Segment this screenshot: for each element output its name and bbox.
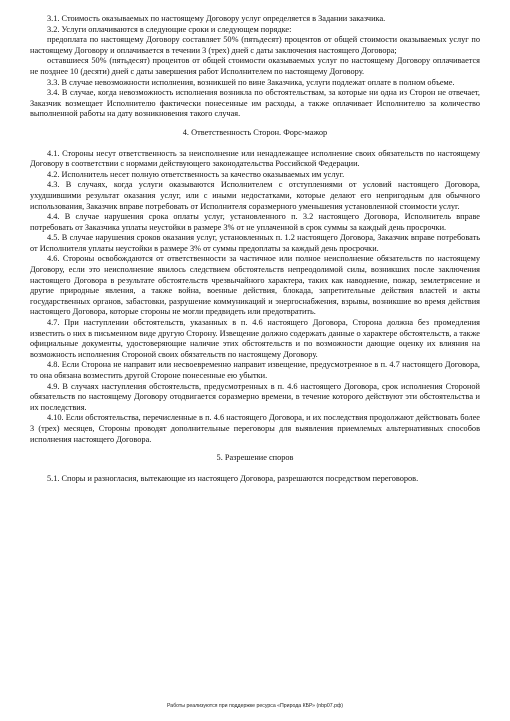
page-footer: Работы реализуются при поддержке ресурса «Природа КБР» (nbp07.рф) <box>167 703 343 709</box>
section-5 <box>30 474 480 485</box>
clause-5-1: 5.1. Споры и разногласия, вытекающие из настоящего Договора, разрешаются посредством переговоров. <box>47 473 419 483</box>
clause-3-3: 3.3. В случае невозможности исполнения, возникшей по вине Заказчика, услуги подлежат оплате в полном объеме. <box>47 77 455 87</box>
clause-3-2: 3.2. Услуги оплачиваются в следующие сроки и следующем порядке: <box>47 24 292 34</box>
clause-4-10: 4.10. Если обстоятельства, перечисленные в п. 4.6 настоящего Договора, и их последствия продолжают действовать более 3 (трех) месяцев, Стороны проводят дополнительные переговоры для выявления приемлемых альтернативных способов исполнения настоящего Договора. <box>30 413 480 444</box>
section-4-title: 4. Ответственность Сторон. Форс-мажор <box>182 127 328 137</box>
clause-4-6: 4.6. Стороны освобождаются от ответственности за частичное или полное неисполнение обязательств по настоящему Договору, если это неисполнение явилось следствием обстоятельств непреодолимой силы, возникших после заключения настоящего Договора в результате обстоятельств чрезвычайного характера, таких как наводнение, пожар, землетрясение и другие природные явления, а также война, военные действия, блокада, запретительные действия властей и акты государственных органов, забастовки, разрушение коммуникаций и энергоснабжения, взрывы, возникшие во время действия настоящего Договора, которые стороны не могли предвидеть или предотвратить. <box>30 254 480 317</box>
clause-4-1: 4.1. Стороны несут ответственность за неисполнение или ненадлежащее исполнение своих обязательств по настоящему Договору в соответствии с нормами действующего законодательства Российской Федерации. <box>30 148 480 169</box>
clause-3-2-prepayment: предоплата по настоящему Договору составляет 50% (пятьдесят) процентов от общей стоимости оказываемых услуг по настоящему Договору и оплачивается в течении 3 (трех) дней с даты заключения настоящего Договора; <box>30 35 480 55</box>
section-3 <box>30 14 480 120</box>
clause-4-7: 4.7. При наступлении обстоятельств, указанных в п. 4.6 настоящего Договора, Сторона должна без промедления известить о них в письменном виде другую Сторону. Извещение должно содержать данные о характере обстоятельств, а также официальные документы, удостоверяющие наличие этих обстоятельств и по возможности дающие оценку их влияния на возможность исполнения Стороной своих обязательств по настоящему Договору. <box>30 318 480 359</box>
clause-4-4: 4.4. В случае нарушения срока оплаты услуг, установленного п. 3.2 настоящего Договора, Исполнитель вправе потребовать от Заказчика уплаты неустойки в размере 3% от не уплаченной в срок суммы за каждый день просрочки. <box>30 212 480 232</box>
section-4 <box>30 149 480 446</box>
clause-4-5: 4.5. В случае нарушения сроков оказания услуг, установленных п. 1.2 настоящего Договора, Заказчик вправе потребовать от Исполнителя уплаты неустойки в размере 3% от суммы предоплаты за каждый день просрочки. <box>30 233 480 253</box>
clause-4-9: 4.9. В случаях наступления обстоятельств, предусмотренных в п. 4.6 настоящего Договора, срок исполнения Стороной обязательств по настоящему Договору отодвигается соразмерно времени, в течение которого действуют эти обстоятельства и их последствия. <box>30 381 480 412</box>
clause-3-2-remainder: оставшиеся 50% (пятьдесят) процентов от общей стоимости оказываемых услуг по настоящему Договору оплачивается не позднее 10 (десяти) дней с даты завершения работ Исполнителем по настоящему Договору. <box>30 56 480 76</box>
section-5-title: 5. Разрешение споров <box>216 453 294 463</box>
clause-3-4: 3.4. В случае, когда невозможность исполнения возникла по обстоятельствам, за которые ни одна из Сторон не отвечает, Заказчик возмещает Исполнителю фактически понесенные им расходы, а также оплачивает Исполнителю за количество выполненной работы на дату возникновения такого случая. <box>30 88 480 119</box>
clause-4-3: 4.3. В случаях, когда услуги оказываются Исполнителем с отступлениями от условий настоящего Договора, ухудшившими результат оказания услуг, или с иными недостатками, которые делают его непригодным для обычного использования, Заказчик вправе потребовать от Исполнителя соразмерного уменьшения установленной стоимости услуг. <box>30 180 480 211</box>
clause-4-2: 4.2. Исполнитель несет полную ответственность за качество оказываемых им услуг. <box>47 169 345 179</box>
clause-3-1: 3.1. Стоимость оказываемых по настоящему Договору услуг определяется в Задании заказчика. <box>47 14 386 23</box>
clause-4-8: 4.8. Если Сторона не направит или несвоевременно направит извещение, предусмотренное в п. 4.7 настоящего Договора, то она обязана возместить другой Стороне понесенные ею убытки. <box>30 360 480 380</box>
